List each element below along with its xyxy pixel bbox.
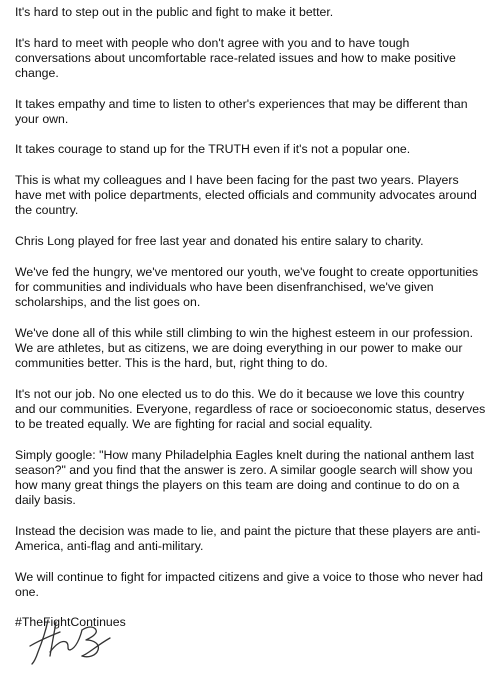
- letter-body: [15, 0, 487, 646]
- paragraph-9: It's not our job. No one elected us to do this. We do it because we love this country and our communities. Everyone, regardless of race or socioeconomic status, deserves to be treated equally. We are fighting for racial and social equality.: [15, 386, 486, 431]
- hashtag: #TheFightContinues: [15, 615, 126, 630]
- paragraph-12: We will continue to fight for impacted citizens and give a voice to those who never had one.: [15, 569, 483, 599]
- paragraph-1: It's hard to step out in the public and fight to make it better.: [15, 5, 334, 19]
- paragraph-4: It takes courage to stand up for the TRUTH even if it's not a popular one.: [15, 142, 411, 157]
- paragraph-2: It's hard to meet with people who don't agree with you and to have tough conversations about uncomfortable race-related issues and how to make positive change.: [15, 35, 456, 80]
- paragraph-8: We've done all of this while still climbing to win the highest esteem in our profession. We are athletes, but as citizens, we are doing everything in our power to make our communities better. This is the hard, but, right thing to do.: [15, 325, 474, 370]
- paragraph-5: This is what my colleagues and I have been facing for the past two years. Players have met with police departments, elected officials and community advocates around the country.: [15, 172, 477, 218]
- paragraph-11: Instead the decision was made to lie, and paint the picture that these players are anti-America, anti-flag and anti-military.: [15, 523, 481, 553]
- signature: [26, 616, 116, 668]
- paragraph-10: Simply google: "How many Philadelphia Eagles knelt during the national anthem last season?" and you find that the answer is zero. A similar google search will show you how many great things the players on this team are doing and continue to do on a daily basis.: [15, 447, 474, 508]
- paragraph-3: It takes empathy and time to listen to other's experiences that may be different than your own.: [15, 96, 468, 126]
- paragraph-7: We've fed the hungry, we've mentored our youth, we've fought to create opportunities for communities and individuals who have been disenfranchised, we've given scholarships, and the list goes on.: [15, 264, 479, 309]
- paragraph-6: Chris Long played for free last year and donated his entire salary to charity.: [15, 233, 424, 248]
